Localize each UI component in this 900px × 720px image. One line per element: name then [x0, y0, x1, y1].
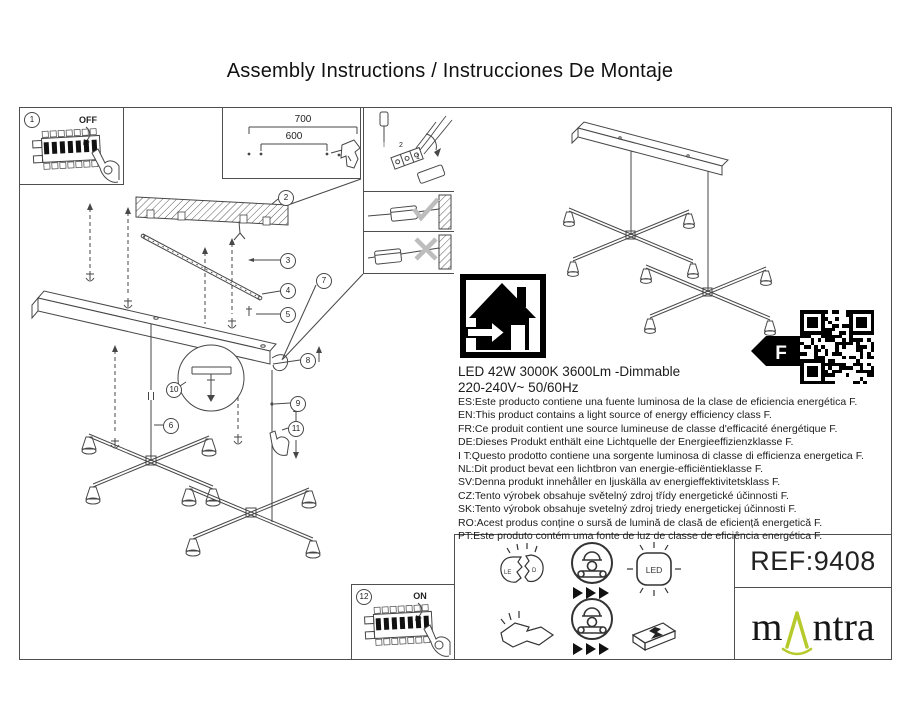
- page-title: Assembly Instructions / Instrucciones De Montaje: [226, 60, 674, 82]
- on-label: ON: [413, 591, 427, 601]
- spec-language-line: RO:Acest produs conține o sursă de lumină de clasă de eficiență energetică F.: [458, 516, 823, 529]
- mains-wire: [234, 222, 245, 240]
- callout-8: 8: [300, 353, 316, 369]
- check-mark: [414, 199, 438, 218]
- pendant-overview: [564, 122, 776, 335]
- indoor-use-icon: [459, 273, 547, 359]
- panel-drill-dimensions: [222, 108, 361, 179]
- dimensions-drawing: [223, 108, 360, 177]
- hand: [92, 149, 119, 182]
- spec-language-line: PT:Este produto contém uma fonte de luz de classe de eficiência energética F.: [458, 530, 823, 543]
- terminal-2-label: 2: [399, 142, 403, 149]
- spec-power: LED 42W 3000K 3600Lm -Dimmable: [458, 364, 681, 379]
- spec-language-line: SV:Denna produkt innehåller en ljuskälla av energieffektivitetsklass F.: [458, 476, 781, 489]
- step-number-1: 1: [24, 112, 40, 128]
- replace-arrows: [573, 587, 609, 599]
- callout-4: 4: [280, 283, 296, 299]
- spec-language-line: DE:Dieses Produkt enthält eine Lichtquelle der Energieeffizienzklasse F.: [458, 436, 794, 449]
- technician-icon: [572, 599, 612, 639]
- technician-icon: [572, 543, 612, 583]
- callout-10: 10: [166, 382, 182, 398]
- brand-text-left: m: [751, 604, 783, 649]
- panel-terminal-wiring: [364, 108, 454, 192]
- panel-step1-power-off: [20, 108, 124, 185]
- spec-language-line: FR:Ce produit contient une source lumineuse de classe d'efficacité énergétique F.: [458, 422, 838, 435]
- drill-icon: [331, 140, 360, 168]
- spec-voltage: 220-240V~ 50/60Hz: [458, 380, 579, 395]
- led-lamp-icon: [627, 542, 681, 596]
- callout-2: 2: [278, 190, 294, 206]
- canopy: [32, 291, 276, 364]
- brand-caret-icon: [781, 607, 813, 657]
- broken-driver-icon: [501, 611, 553, 647]
- replace-arrows: [573, 643, 609, 655]
- spec-language-line: NL:Dit product bevat een lichtbron van energie-efficiëntieklasse F.: [458, 463, 764, 476]
- panel-wiring-column: [363, 108, 454, 274]
- screw-detail-circle: [178, 345, 244, 411]
- sheet-frame: [19, 107, 892, 660]
- driver-icon: [633, 623, 675, 650]
- spec-language-line: I T:Questo prodotto contiene una sorgente luminosa di classe di efficienza energetica F.: [458, 449, 864, 462]
- screwdriver-icon: [380, 112, 388, 126]
- hand: [424, 625, 450, 656]
- callout-5: 5: [280, 307, 296, 323]
- panel-wrong-install: [364, 232, 454, 272]
- ceiling-hatch: [136, 197, 288, 240]
- broken-led-text-right: D: [532, 568, 537, 574]
- junction-box: [390, 206, 417, 222]
- mounting-rail: [141, 234, 262, 300]
- callout-9: 9: [290, 396, 306, 412]
- brand-text-right: ntra: [812, 604, 875, 649]
- brand-logo: [751, 604, 875, 649]
- led-lamp-text: LED: [645, 565, 663, 575]
- energy-class-letter: F: [775, 343, 787, 364]
- terminal-1-label: 1: [416, 154, 420, 161]
- energy-class-arrow: [751, 335, 801, 367]
- reference-number: REF:9408: [750, 545, 876, 576]
- spec-block: [458, 364, 891, 543]
- callout-3: 3: [280, 253, 296, 269]
- suspension-wire-1: [149, 324, 154, 461]
- spec-language-line: ES:Este producto contiene una fuente luminosa de la clase de eficiencia energética F.: [458, 396, 858, 408]
- brand-box: [734, 588, 891, 659]
- spec-language-line: SK:Tento výrobok obsahuje svetelný zdroj triedy energetickej účinnosti F.: [458, 503, 797, 516]
- callout-7: 7: [316, 273, 332, 289]
- cross-arm-2: [182, 486, 320, 558]
- junction-box: [374, 249, 401, 265]
- step-number-12: 12: [356, 589, 372, 605]
- broken-led-icon: [501, 543, 543, 582]
- callout-11: 11: [288, 421, 304, 437]
- broken-led-text-left: LE: [504, 570, 512, 576]
- dimension-700: 700: [294, 114, 312, 125]
- spec-language-line: EN:This product contains a light source of energy efficiency class F.: [458, 409, 772, 422]
- panel-service-icons: [454, 534, 734, 659]
- off-label: OFF: [79, 115, 97, 125]
- panel-correct-install: [364, 192, 454, 232]
- connector-sleeve: [417, 165, 445, 184]
- callout-6: 6: [163, 418, 179, 434]
- spec-language-line: CZ:Tento výrobek obsahuje světelný zdroj třídy energetické účinnosti F.: [458, 489, 789, 502]
- dimension-600: 600: [285, 131, 303, 142]
- panel-step12-power-on: [351, 584, 454, 659]
